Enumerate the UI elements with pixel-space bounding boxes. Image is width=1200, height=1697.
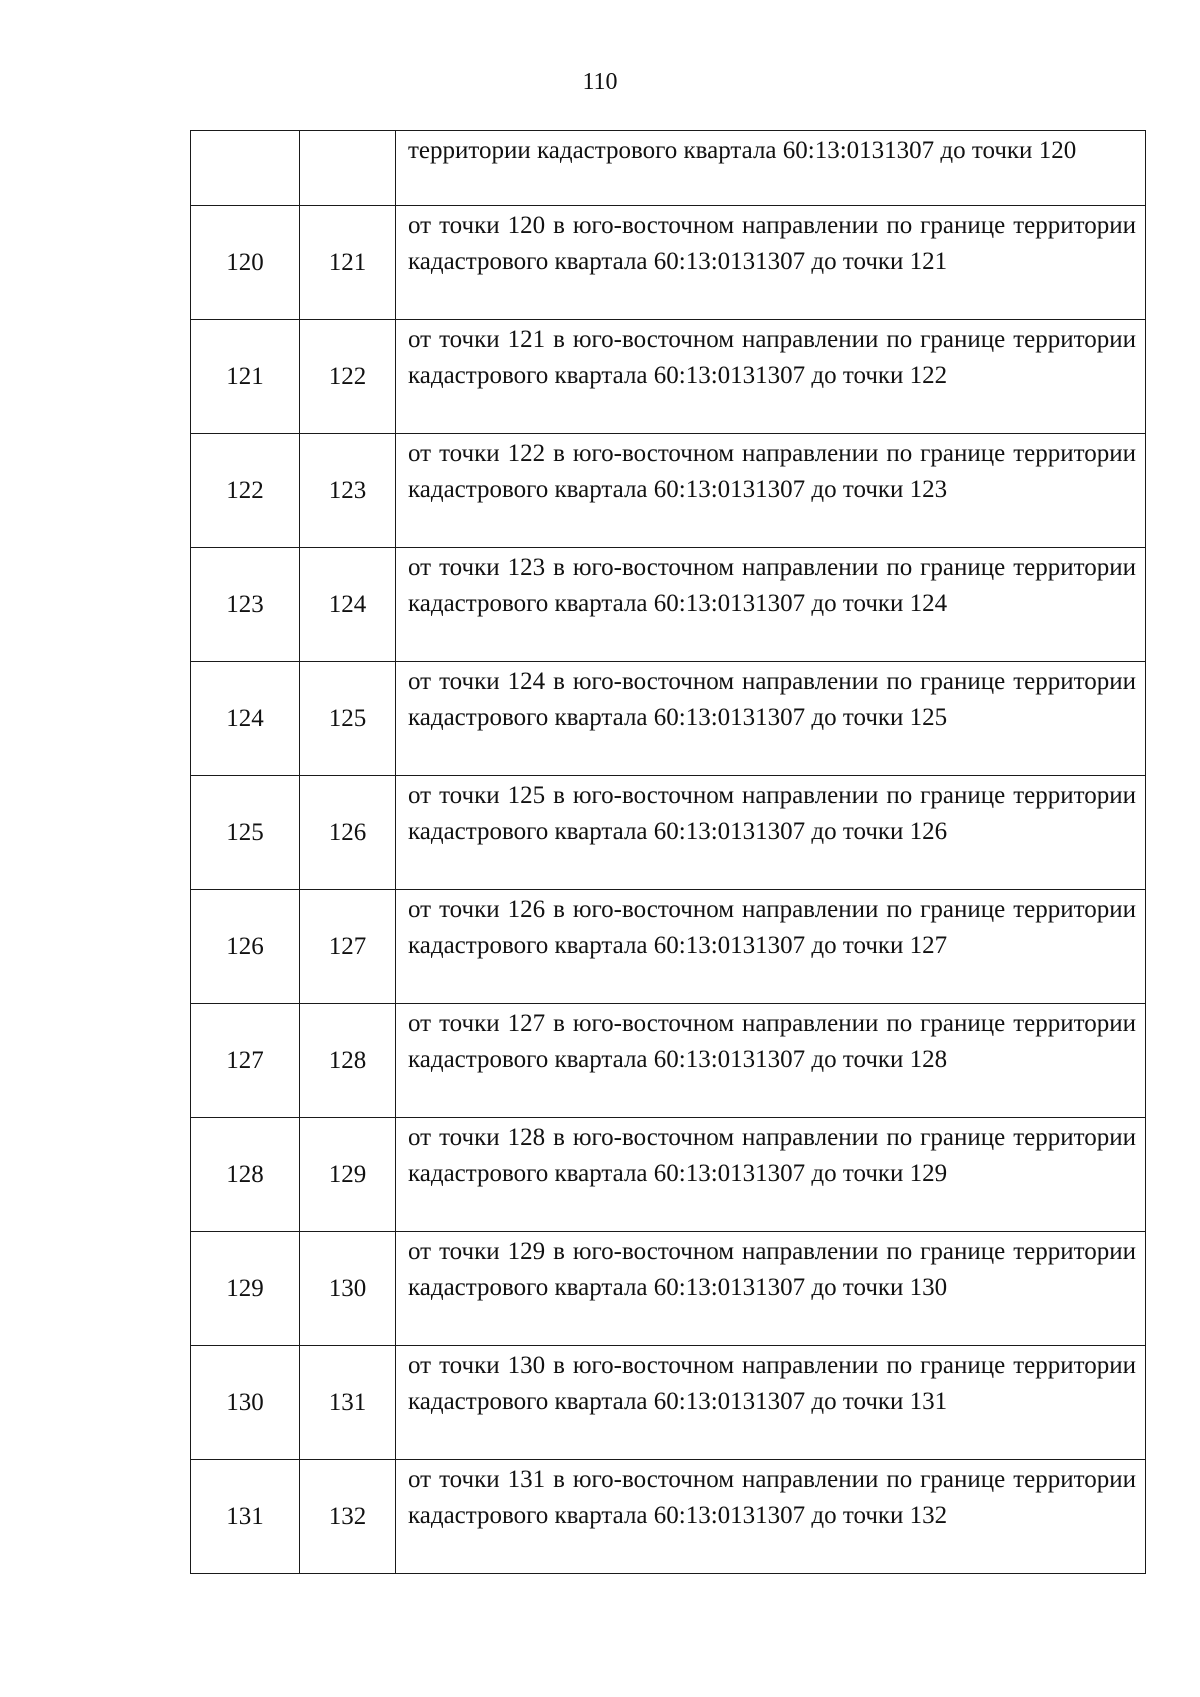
segment-description-cell: территории кадастрового квартала 60:13:0131307 до точки 120 xyxy=(396,131,1146,206)
segment-description-cell: от точки 123 в юго-восточном направлении по границе территории кадастрового квартала 60:13:0131307 до точки 124 xyxy=(396,548,1146,662)
segment-description-cell: от точки 120 в юго-восточном направлении по границе территории кадастрового квартала 60:13:0131307 до точки 121 xyxy=(396,206,1146,320)
from-point-cell: 129 xyxy=(191,1232,300,1346)
segment-description-cell: от точки 125 в юго-восточном направлении по границе территории кадастрового квартала 60:13:0131307 до точки 126 xyxy=(396,776,1146,890)
from-point-cell: 120 xyxy=(191,206,300,320)
to-point-cell xyxy=(300,131,396,206)
table-row xyxy=(191,1460,1146,1574)
to-point-cell: 121 xyxy=(300,206,396,320)
to-point-cell: 125 xyxy=(300,662,396,776)
to-point-cell: 124 xyxy=(300,548,396,662)
segment-description-cell: от точки 126 в юго-восточном направлении по границе территории кадастрового квартала 60:13:0131307 до точки 127 xyxy=(396,890,1146,1004)
from-point-cell: 123 xyxy=(191,548,300,662)
from-point-cell: 128 xyxy=(191,1118,300,1232)
to-point-cell: 127 xyxy=(300,890,396,1004)
from-point-cell: 121 xyxy=(191,320,300,434)
from-point-cell: 126 xyxy=(191,890,300,1004)
segment-description-cell: от точки 121 в юго-восточном направлении по границе территории кадастрового квартала 60:13:0131307 до точки 122 xyxy=(396,320,1146,434)
table-row xyxy=(191,434,1146,548)
boundary-table xyxy=(190,130,1146,1574)
segment-description-cell: от точки 130 в юго-восточном направлении по границе территории кадастрового квартала 60:13:0131307 до точки 131 xyxy=(396,1346,1146,1460)
from-point-cell: 125 xyxy=(191,776,300,890)
to-point-cell: 130 xyxy=(300,1232,396,1346)
table-row xyxy=(191,776,1146,890)
page-number: 110 xyxy=(582,69,618,95)
table-row xyxy=(191,1004,1146,1118)
table-row xyxy=(191,548,1146,662)
from-point-cell: 124 xyxy=(191,662,300,776)
table-row xyxy=(191,131,1146,206)
to-point-cell: 132 xyxy=(300,1460,396,1574)
to-point-cell: 122 xyxy=(300,320,396,434)
segment-description-cell: от точки 122 в юго-восточном направлении по границе территории кадастрового квартала 60:13:0131307 до точки 123 xyxy=(396,434,1146,548)
from-point-cell: 122 xyxy=(191,434,300,548)
from-point-cell: 127 xyxy=(191,1004,300,1118)
table-row xyxy=(191,662,1146,776)
to-point-cell: 128 xyxy=(300,1004,396,1118)
segment-description-cell: от точки 127 в юго-восточном направлении по границе территории кадастрового квартала 60:13:0131307 до точки 128 xyxy=(396,1004,1146,1118)
from-point-cell xyxy=(191,131,300,206)
segment-description-cell: от точки 131 в юго-восточном направлении по границе территории кадастрового квартала 60:13:0131307 до точки 132 xyxy=(396,1460,1146,1574)
table-row xyxy=(191,1232,1146,1346)
to-point-cell: 129 xyxy=(300,1118,396,1232)
to-point-cell: 131 xyxy=(300,1346,396,1460)
table-row xyxy=(191,206,1146,320)
table-row xyxy=(191,320,1146,434)
to-point-cell: 123 xyxy=(300,434,396,548)
table-row xyxy=(191,1346,1146,1460)
table-row xyxy=(191,1118,1146,1232)
segment-description-cell: от точки 124 в юго-восточном направлении по границе территории кадастрового квартала 60:13:0131307 до точки 125 xyxy=(396,662,1146,776)
segment-description-cell: от точки 128 в юго-восточном направлении по границе территории кадастрового квартала 60:13:0131307 до точки 129 xyxy=(396,1118,1146,1232)
segment-description-cell: от точки 129 в юго-восточном направлении по границе территории кадастрового квартала 60:13:0131307 до точки 130 xyxy=(396,1232,1146,1346)
to-point-cell: 126 xyxy=(300,776,396,890)
from-point-cell: 130 xyxy=(191,1346,300,1460)
from-point-cell: 131 xyxy=(191,1460,300,1574)
table-row xyxy=(191,890,1146,1004)
